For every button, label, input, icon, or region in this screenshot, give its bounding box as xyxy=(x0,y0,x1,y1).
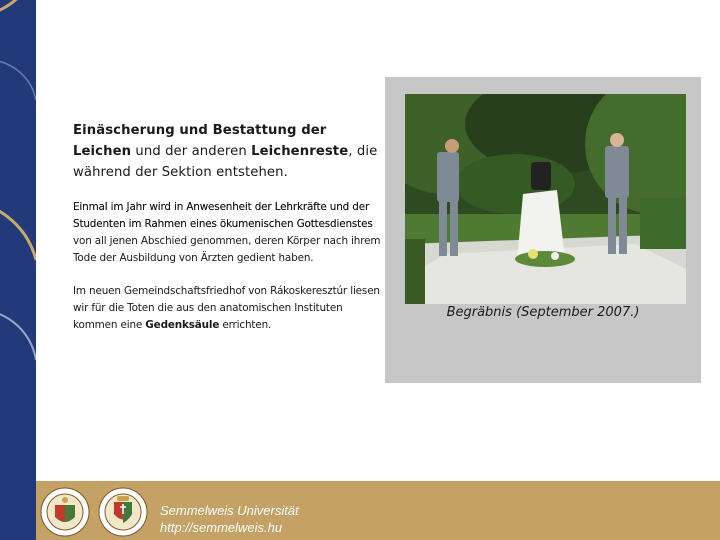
left-decorative-band xyxy=(0,0,36,540)
paragraph-cemetery xyxy=(73,283,385,334)
heading-normal-part-2: , die während der Sektion entstehen. xyxy=(73,144,378,180)
university-url[interactable]: http://semmelweis.hu xyxy=(160,520,283,535)
slide-text xyxy=(73,120,385,334)
heading-normal-part-1: und der anderen xyxy=(131,144,252,159)
photo-caption: Begräbnis (September 2007.) xyxy=(446,305,640,320)
paragraph-memorial-service xyxy=(73,199,385,267)
hungarian-coat-of-arms-logo xyxy=(98,487,148,537)
heading-bold-part-1: Einäscherung und Bestattung der Leichen xyxy=(73,123,327,159)
paragraph-1-normal: von all jenen Abschied genommen, deren Körper nach ihrem Tode der Ausbildung von Ärzten gedient haben. xyxy=(73,235,381,264)
paragraph-1-bold: Einmal im Jahr wird in Anwesenheit der Lehrkräfte und der Studenten im Rahmen eines ökumenischen Gottesdienstes xyxy=(73,201,373,230)
slide-heading xyxy=(73,120,385,183)
decorative-arcs xyxy=(0,0,36,540)
paragraph-2-normal: Im neuen Gemeindschaftsfriedhof von Rákoskeresztúr liesen wir für die Toten die aus den anatomischen Instituten kommen eine xyxy=(73,285,380,331)
university-name: Semmelweis Universität xyxy=(160,503,299,518)
heading-bold-part-2: Leichenreste xyxy=(251,144,349,159)
memorial-photo xyxy=(405,94,686,304)
university-seal-logo xyxy=(40,487,90,537)
paragraph-2-bold: Gedenksäule xyxy=(145,319,220,331)
photo-panel xyxy=(385,77,701,383)
paragraph-2-end: errichten. xyxy=(219,319,272,331)
footer-bar xyxy=(36,481,720,540)
